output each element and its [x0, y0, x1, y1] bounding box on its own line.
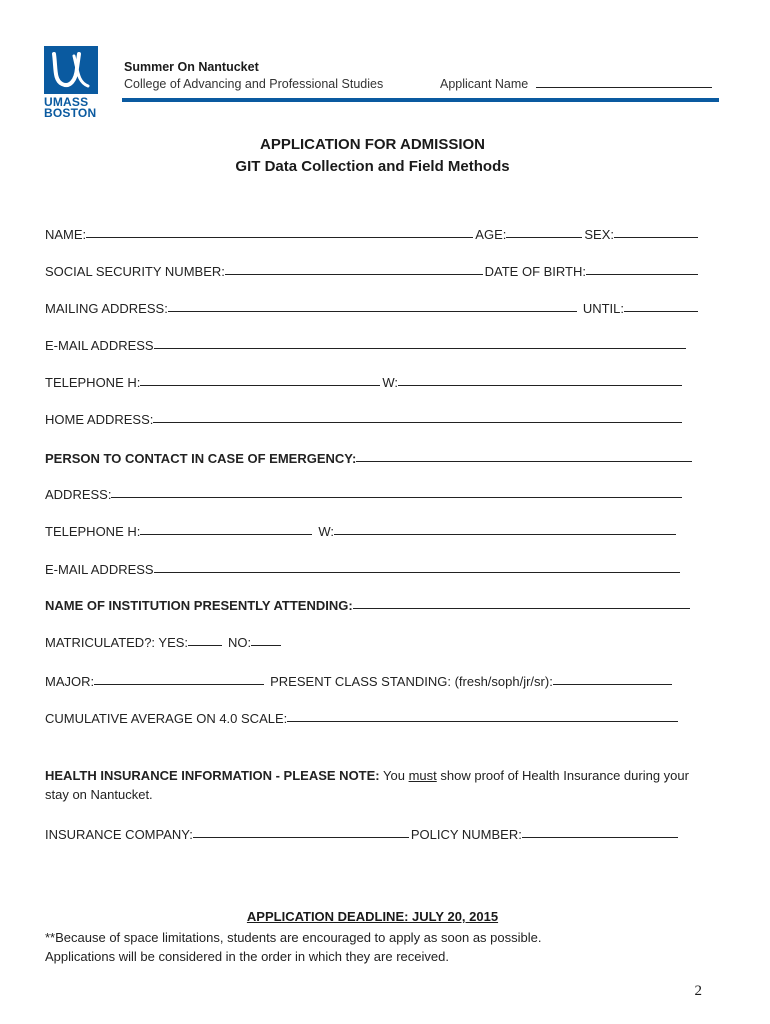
- program-title: Summer On Nantucket: [124, 60, 259, 74]
- logo-text-umass: UMASS: [44, 95, 89, 109]
- home-address-field[interactable]: [153, 422, 682, 423]
- ssn-label: SOCIAL SECURITY NUMBER:: [45, 264, 225, 279]
- gpa-field[interactable]: [287, 721, 678, 722]
- emergency-contact-field[interactable]: [356, 461, 692, 462]
- policy-number-field[interactable]: [522, 837, 678, 838]
- class-standing-field[interactable]: [553, 684, 672, 685]
- applicant-name-label: Applicant Name: [440, 77, 529, 91]
- row-telephone: [45, 370, 684, 390]
- dob-field[interactable]: [586, 274, 698, 275]
- emergency-address-label: ADDRESS:: [45, 487, 112, 502]
- telephone-w-label: W:: [382, 375, 399, 390]
- row-ssn-dob: [45, 259, 700, 279]
- telephone-h-field[interactable]: [140, 385, 380, 386]
- emergency-contact-label: PERSON TO CONTACT IN CASE OF EMERGENCY:: [45, 451, 357, 466]
- matriculated-yes-field[interactable]: [188, 645, 222, 646]
- logo-text-boston: BOSTON: [44, 106, 97, 120]
- health-insurance-heading: HEALTH INSURANCE INFORMATION - PLEASE NOTE:: [45, 768, 380, 783]
- matriculated-no-label: NO:: [228, 635, 252, 650]
- matriculated-no-field[interactable]: [251, 645, 281, 646]
- emergency-telephone-w-label: W:: [318, 524, 335, 539]
- dob-label: DATE OF BIRTH:: [484, 264, 586, 279]
- emergency-address-field[interactable]: [111, 497, 682, 498]
- insurance-company-field[interactable]: [193, 837, 409, 838]
- policy-number-label: POLICY NUMBER:: [410, 827, 522, 842]
- emergency-email-label: E-MAIL ADDRESS: [45, 562, 154, 577]
- emergency-telephone-h-label: TELEPHONE H:: [45, 524, 141, 539]
- applicant-name-field[interactable]: [440, 77, 712, 91]
- mailing-label: MAILING ADDRESS:: [45, 301, 168, 316]
- row-email: [45, 333, 688, 353]
- home-address-label: HOME ADDRESS:: [45, 412, 154, 427]
- name-field[interactable]: [86, 237, 473, 238]
- row-matriculated: [45, 630, 283, 650]
- row-institution: [45, 593, 692, 613]
- emergency-telephone-w-field[interactable]: [334, 534, 676, 535]
- email-field[interactable]: [154, 348, 686, 349]
- mailing-field[interactable]: [168, 311, 577, 312]
- page-number: 2: [694, 983, 702, 999]
- email-label: E-MAIL ADDRESS: [45, 338, 154, 353]
- health-note-pre: You: [383, 768, 405, 783]
- row-major-standing: [45, 669, 674, 689]
- name-label: NAME:: [45, 227, 87, 242]
- emergency-telephone-h-field[interactable]: [140, 534, 312, 535]
- form-subtitle: GIT Data Collection and Field Methods: [235, 158, 510, 175]
- header-rule: [122, 98, 719, 102]
- institution-field[interactable]: [353, 608, 690, 609]
- row-emergency-email: [45, 557, 682, 577]
- gpa-label: CUMULATIVE AVERAGE ON 4.0 SCALE:: [45, 711, 288, 726]
- insurance-company-label: INSURANCE COMPANY:: [45, 827, 193, 842]
- health-note-post: show proof of Health Insurance during your stay on Nantucket.: [45, 768, 689, 802]
- until-label: UNTIL:: [582, 301, 624, 316]
- row-emergency: [45, 446, 694, 466]
- sex-field[interactable]: [614, 237, 698, 238]
- telephone-w-field[interactable]: [398, 385, 682, 386]
- emergency-email-field[interactable]: [154, 572, 680, 573]
- sex-label: SEX:: [584, 227, 614, 242]
- row-emergency-address: [45, 482, 684, 502]
- major-label: MAJOR:: [45, 674, 95, 689]
- row-gpa: [45, 706, 680, 726]
- health-note-must: must: [408, 768, 437, 783]
- until-field[interactable]: [624, 311, 698, 312]
- health-insurance-note: [45, 766, 695, 804]
- ssn-field[interactable]: [225, 274, 483, 275]
- umass-logo-icon: [44, 46, 98, 94]
- age-field[interactable]: [506, 237, 582, 238]
- matriculated-yes-label: MATRICULATED?: YES:: [45, 635, 189, 650]
- row-insurance: [45, 822, 680, 842]
- order-note: Applications will be considered in the order in which they are received.: [45, 949, 449, 964]
- space-limitation-note: **Because of space limitations, students are encouraged to apply as soon as possible.: [45, 930, 542, 945]
- row-home-address: [45, 407, 684, 427]
- institution-label: NAME OF INSTITUTION PRESENTLY ATTENDING:: [45, 598, 353, 613]
- major-field[interactable]: [94, 684, 264, 685]
- row-name-age-sex: [45, 222, 700, 242]
- college-name: College of Advancing and Professional Studies: [124, 77, 384, 91]
- form-title: APPLICATION FOR ADMISSION: [260, 136, 485, 153]
- application-deadline: APPLICATION DEADLINE: JULY 20, 2015: [246, 909, 499, 924]
- row-emergency-telephone: [45, 519, 678, 539]
- telephone-h-label: TELEPHONE H:: [45, 375, 141, 390]
- class-standing-label: PRESENT CLASS STANDING: (fresh/soph/jr/sr):: [270, 674, 553, 689]
- row-mailing: [45, 296, 700, 316]
- age-label: AGE:: [475, 227, 507, 242]
